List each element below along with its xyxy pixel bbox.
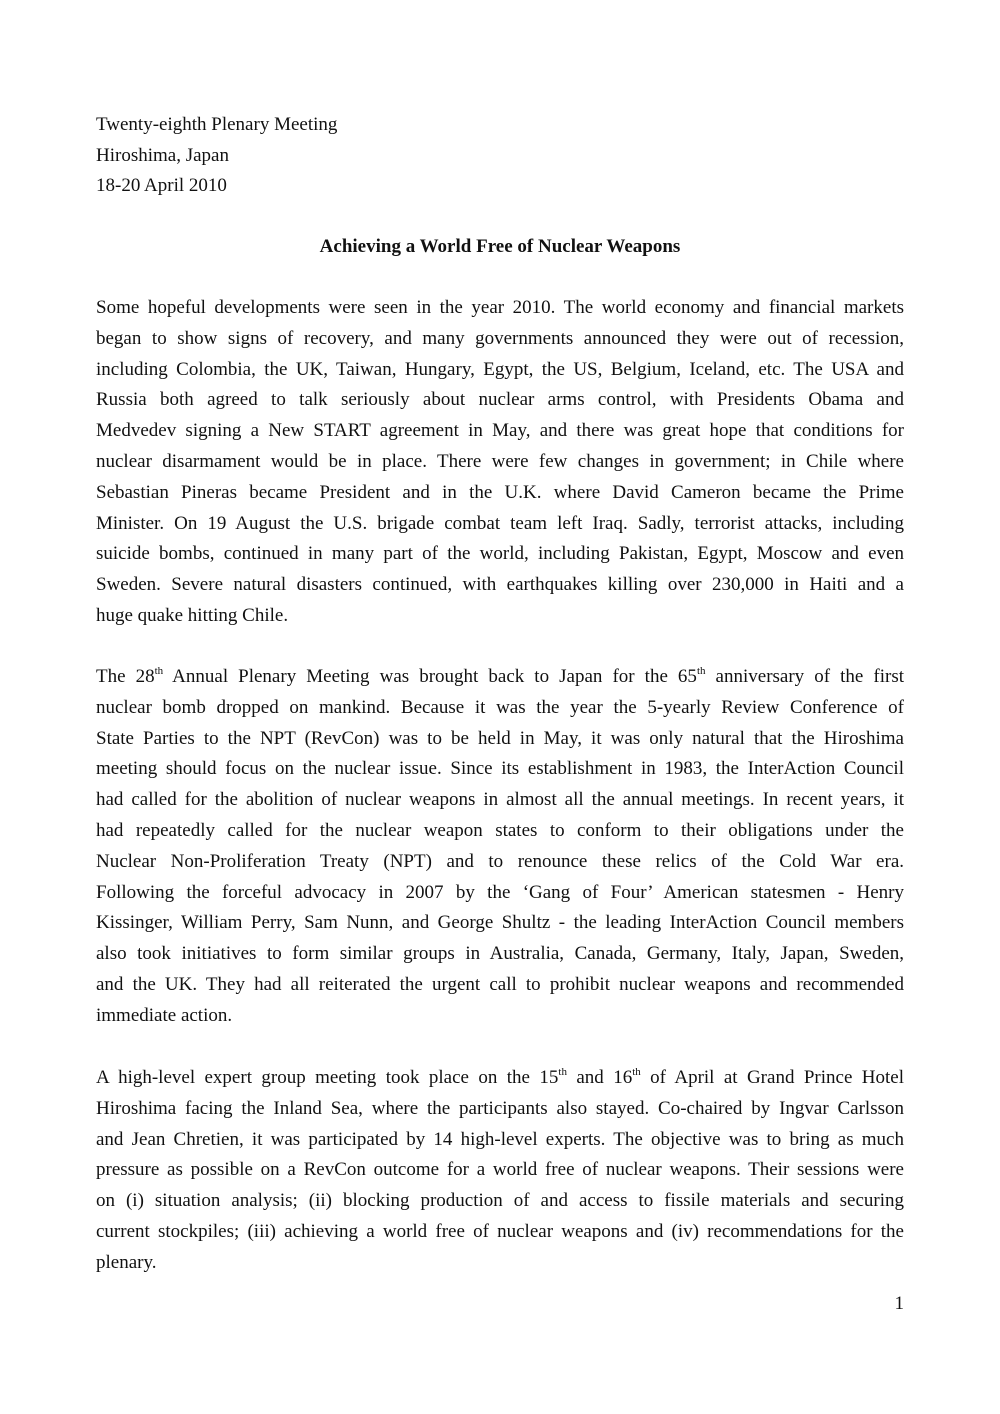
paragraph-line — [96, 724, 904, 755]
paragraph-line — [96, 1001, 904, 1032]
line-text: of April at Grand Prince Hotel — [640, 1067, 904, 1088]
line-text: Annual Plenary Meeting was brought back to Japan for the 65 — [163, 666, 697, 687]
line-text: huge quake hitting Chile. — [96, 604, 289, 626]
body-paragraph — [96, 293, 904, 632]
line-text: plenary. — [96, 1251, 157, 1273]
paragraph-line — [96, 908, 904, 939]
paragraph-line — [96, 293, 904, 324]
paragraph-line — [96, 662, 904, 693]
paragraph-line — [96, 355, 904, 386]
line-text: current stockpiles; (iii) achieving a world free of nuclear weapons and (iv) recommendations for the — [96, 1220, 904, 1242]
paragraph-line — [96, 970, 904, 1001]
line-text: anniversary of the first — [705, 666, 904, 687]
paragraph-line — [96, 447, 904, 478]
line-text: and 16 — [566, 1067, 633, 1088]
line-text: Some hopeful developments were seen in the year 2010. The world economy and financial markets — [96, 297, 904, 318]
page-number: 1 — [894, 1293, 904, 1314]
paragraph-line — [96, 1063, 904, 1094]
paragraph-line — [96, 878, 904, 909]
line-text: Kissinger, William Perry, Sam Nunn, and George Shultz - the leading InterAction Council members — [96, 912, 904, 934]
meeting-dates: 18-20 April 2010 — [96, 175, 227, 196]
line-text: and the UK. They had all reiterated the urgent call to prohibit nuclear weapons and recommended — [96, 973, 904, 995]
line-text: Nuclear Non-Proliferation Treaty (NPT) and to renounce these relics of the Cold War era. — [96, 850, 904, 872]
line-text: Medvedev signing a New START agreement in May, and there was great hope that conditions for — [96, 420, 904, 442]
line-text: Sweden. Severe natural disasters continued, with earthquakes killing over 230,000 in Haiti and a — [96, 574, 904, 596]
line-text: immediate action. — [96, 1004, 233, 1026]
paragraph-line — [96, 509, 904, 540]
body-paragraph — [96, 662, 904, 1032]
paragraph-line — [96, 539, 904, 570]
paragraph-line — [96, 385, 904, 416]
line-text: had called for the abolition of nuclear weapons in almost all the annual meetings. In recent years, it — [96, 789, 904, 811]
paragraph-line — [96, 1125, 904, 1156]
body-paragraph — [96, 1063, 904, 1279]
line-text: and Jean Chretien, it was participated by 14 high-level experts. The objective was to bring as much — [96, 1128, 904, 1150]
paragraph-line — [96, 785, 904, 816]
line-text: Following the forceful advocacy in 2007 by the ‘Gang of Four’ American statesmen - Henry — [96, 881, 904, 903]
paragraph-line — [96, 324, 904, 355]
ordinal-superscript: th — [154, 665, 164, 677]
line-text: A high-level expert group meeting took place on the 15 — [96, 1067, 559, 1088]
line-text: State Parties to the NPT (RevCon) was to be held in May, it was only natural that the Hiroshima — [96, 727, 904, 749]
paragraph-line — [96, 601, 904, 632]
ordinal-superscript: th — [558, 1066, 567, 1078]
paragraph-line — [96, 1248, 904, 1279]
paragraph-line — [96, 693, 904, 724]
meeting-name: Twenty-eighth Plenary Meeting — [96, 114, 338, 135]
line-text: including Colombia, the UK, Taiwan, Hungary, Egypt, the US, Belgium, Iceland, etc. The USA and — [96, 358, 904, 380]
line-text: Russia both agreed to talk seriously about nuclear arms control, with Presidents Obama and — [96, 389, 904, 411]
meeting-location: Hiroshima, Japan — [96, 144, 229, 166]
line-text: Sebastian Pineras became President and in the U.K. where David Cameron became the Prime — [96, 481, 904, 503]
line-text: nuclear disarmament would be in place. There were few changes in government; in Chile where — [96, 450, 904, 472]
paragraph-line — [96, 1217, 904, 1248]
ordinal-superscript: th — [632, 1066, 641, 1078]
paragraph-line — [96, 816, 904, 847]
line-text: began to show signs of recovery, and many governments announced they were out of recession, — [96, 327, 904, 349]
line-text: Minister. On 19 August the U.S. brigade combat team left Iraq. Sadly, terrorist attacks, including — [96, 512, 904, 534]
ordinal-superscript: th — [696, 665, 706, 677]
paragraph-line — [96, 478, 904, 509]
paragraph-line — [96, 939, 904, 970]
meeting-header — [96, 110, 337, 202]
paragraph-line — [96, 1094, 904, 1125]
paragraph-line — [96, 570, 904, 601]
line-text: suicide bombs, continued in many part of the world, including Pakistan, Egypt, Moscow and even — [96, 543, 904, 565]
line-text: nuclear bomb dropped on mankind. Because it was the year the 5-yearly Review Conference of — [96, 696, 904, 718]
line-text: pressure as possible on a RevCon outcome for a world free of nuclear weapons. Their sessions were — [96, 1159, 904, 1181]
document-title: Achieving a World Free of Nuclear Weapons — [319, 236, 681, 257]
line-text: meeting should focus on the nuclear issue. Since its establishment in 1983, the InterAction Council — [96, 758, 904, 780]
paragraph-line — [96, 847, 904, 878]
line-text: Hiroshima facing the Inland Sea, where the participants also stayed. Co-chaired by Ingvar Carlsson — [96, 1097, 904, 1119]
paragraph-line — [96, 1155, 904, 1186]
line-text: The 28 — [96, 666, 155, 687]
line-text: also took initiatives to form similar groups in Australia, Canada, Germany, Italy, Japan, Sweden, — [96, 943, 904, 965]
paragraph-line — [96, 754, 904, 785]
paragraph-line — [96, 1186, 904, 1217]
paragraph-line — [96, 416, 904, 447]
line-text: had repeatedly called for the nuclear weapon states to conform to their obligations under the — [96, 819, 904, 841]
line-text: on (i) situation analysis; (ii) blocking production of and access to fissile materials and securing — [96, 1190, 904, 1212]
